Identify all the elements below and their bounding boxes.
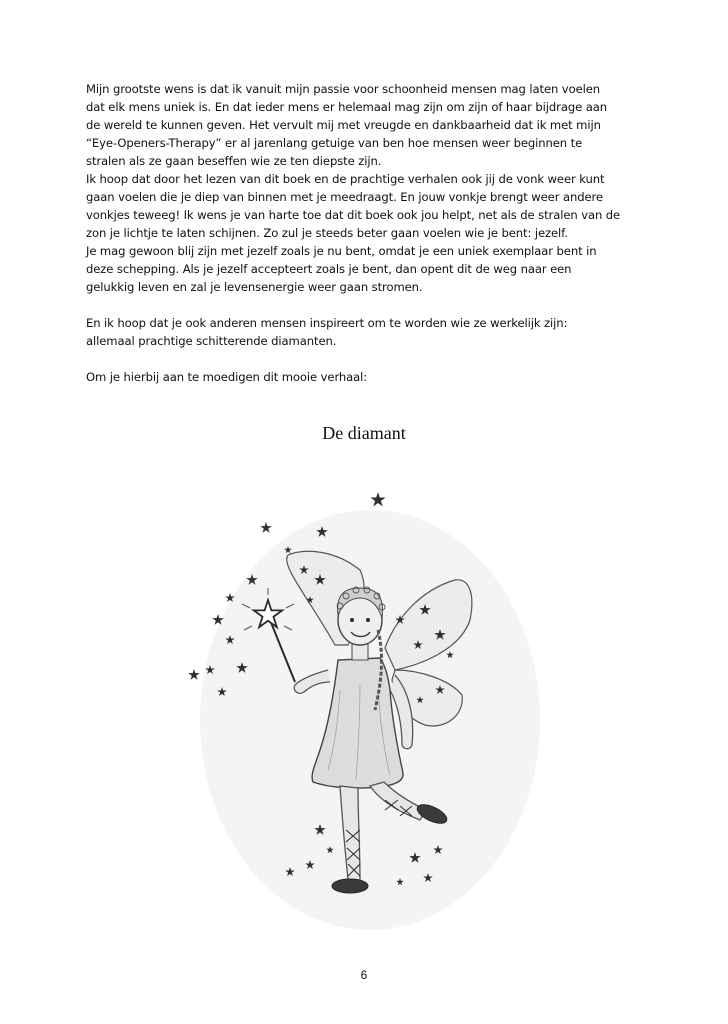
text-line: Ik hoop dat door het lezen van dit boek en de prachtige verhalen ook jij de vonk weer kunt (86, 172, 605, 186)
text-line: deze schepping. Als je jezelf accepteert zoals je bent, dan opent dit de weg naar een (86, 262, 572, 276)
page-number: 6 (360, 968, 368, 982)
text-line: de wereld te kunnen geven. Het vervult mij met vreugde en dankbaarheid dat ik met mijn (86, 118, 601, 132)
text-line: allemaal prachtige schitterende diamanten. (86, 334, 337, 348)
text-line: stralen als ze gaan beseffen wie ze ten diepste zijn. (86, 154, 382, 168)
text-line: zon je lichtje te laten schijnen. Zo zul je steeds beter gaan voelen wie je bent: jezelf. (86, 226, 568, 240)
story-title: De diamant (322, 423, 406, 443)
text-line: vonkjes teweeg! Ik wens je van harte toe dat dit boek ook jou helpt, net als de stralen van de (86, 208, 621, 222)
text-line: Om je hierbij aan te moedigen dit mooie verhaal: (86, 370, 368, 384)
text-line: En ik hoop dat je ook anderen mensen inspireert om te worden wie ze werkelijk zijn: (86, 316, 568, 330)
body-text (86, 80, 656, 386)
text-line: dat elk mens uniek is. En dat ieder mens er helemaal mag zijn om zijn of haar bijdrage aan (86, 100, 607, 114)
fairy-illustration (170, 470, 570, 940)
text-line: gaan voelen die je diep van binnen met je meedraagt. En jouw vonkje brengt weer andere (86, 190, 603, 204)
text-line: Je mag gewoon blij zijn met jezelf zoals je nu bent, omdat je een uniek exemplaar bent in (86, 244, 597, 258)
paragraph-1 (86, 80, 656, 296)
text-line: “Eye-Openers-Therapy” er al jarenlang getuige van ben hoe mensen weer beginnen te (86, 136, 583, 150)
text-line: Mijn grootste wens is dat ik vanuit mijn passie voor schoonheid mensen mag laten voelen (86, 82, 600, 96)
paragraph-2 (86, 314, 656, 350)
paragraph-gap (86, 296, 656, 314)
paragraph-gap (86, 350, 656, 368)
text-line: gelukkig leven en zal je levensenergie weer gaan stromen. (86, 280, 423, 294)
paragraph-3 (86, 368, 656, 386)
